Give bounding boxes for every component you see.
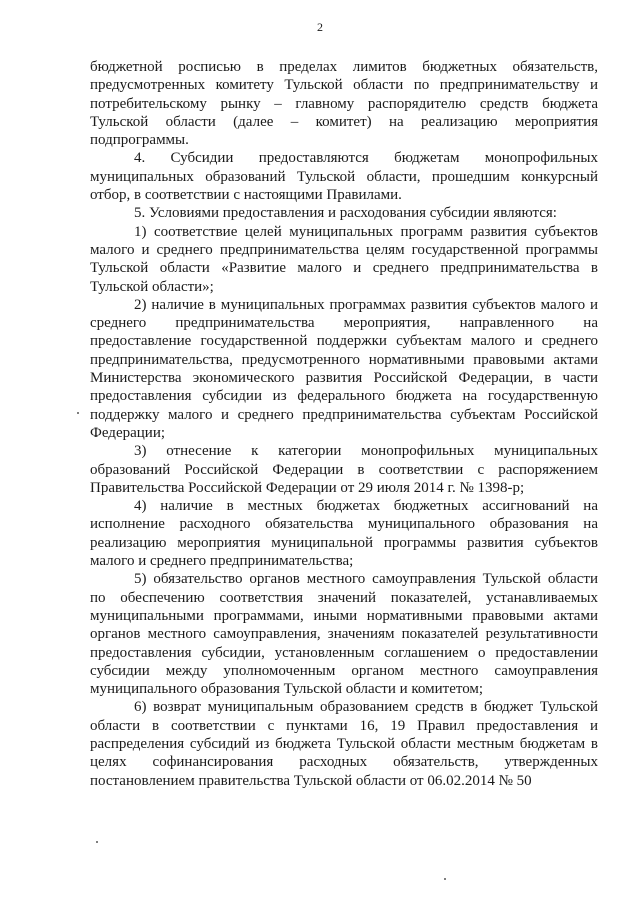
paragraph: 4. Субсидии предоставляются бюджетам монопрофильных муниципальных образований Тульской области, прошедшим конкурсный отбор, в соответствии с настоящими Правилами. — [90, 150, 598, 204]
scan-artifact — [96, 841, 98, 843]
document-body — [90, 58, 598, 790]
scan-artifact — [77, 412, 79, 414]
paragraph: 5. Условиями предоставления и расходования субсидии являются: — [134, 205, 557, 222]
paragraph: 4) наличие в местных бюджетах бюджетных ассигнований на исполнение расходного обязательства муниципального образования на реализацию мероприятия муниципальной программы развития субъектов малого и среднего предпринимательства; — [90, 498, 598, 570]
paragraph: бюджетной росписью в пределах лимитов бюджетных обязательств, предусмотренных комитету Тульской области по предпринимательству и потребительскому рынку – главному распорядителю средств бюджета Тульской области (далее – комитет) на реализацию мероприятия подпрограммы. — [90, 59, 598, 149]
paragraph: 2) наличие в муниципальных программах развития субъектов малого и среднего предпринимательства мероприятия, направленного на предоставление государственной поддержки субъектам малого и среднего предпринимательства, предусмотренного нормативными правовыми актами Министерства экономического развития Российской Федерации, в части предоставления субсидии из федерального бюджета на государственную поддержку малого и среднего предпринимательства субъектам Российской Федерации; — [90, 296, 598, 441]
paragraph: 5) обязательство органов местного самоуправления Тульской области по обеспечению соответствия значений показателей, устанавливаемых муниципальными программами, иными нормативными правовыми актами органов местного самоуправления, значениям показателей результативности предоставления субсидии, установленным соглашением о предоставлении субсидии между уполномоченным органом местного самоуправления муниципального образования Тульской области и комитетом; — [90, 571, 598, 698]
paragraph: 6) возврат муниципальным образованием средств в бюджет Тульской области в соответствии с пунктами 16, 19 Правил предоставления и распределения субсидий из бюджета Тульской области местным бюджетам в целях софинансирования расходных обязательств, утвержденных постановлением правительства Тульской области от 06.02.2014 № 50 — [90, 699, 598, 789]
paragraph: 3) отнесение к категории монопрофильных муниципальных образований Российской Федерации в соответствии с распоряжением Правительства Российской Федерации от 29 июля 2014 г. № 1398-р; — [90, 443, 598, 496]
scan-artifact — [444, 878, 446, 880]
page-number: 2 — [317, 20, 323, 34]
paragraph: 1) соответствие целей муниципальных программ развития субъектов малого и среднего предпринимательства целям государственной программы Тульской области «Развитие малого и среднего предпринимательства в Тульской области»; — [90, 223, 598, 295]
